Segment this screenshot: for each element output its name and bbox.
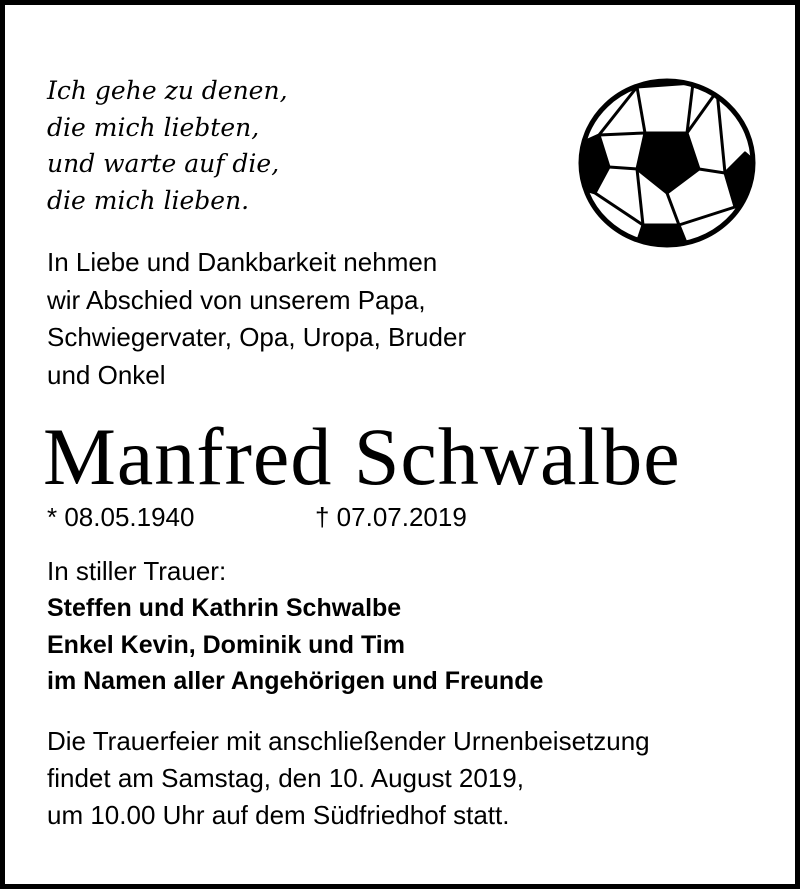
mourning-label: In stiller Trauer: [47, 556, 227, 586]
poem-line: die mich liebten, [47, 112, 260, 142]
intro-line: In Liebe und Dankbarkeit nehmen [47, 247, 438, 277]
service-line: um 10.00 Uhr auf dem Südfriedhof statt. [47, 800, 510, 830]
intro-line: und Onkel [47, 359, 166, 390]
birth-date: * 08.05.1940 [47, 502, 195, 532]
soccer-ball-icon [575, 75, 759, 251]
life-dates [47, 499, 467, 535]
intro-line: Schwiegervater, Opa, Uropa, Bruder [47, 322, 467, 352]
mourner-line: im Namen aller Angehörigen und Freunde [47, 667, 544, 695]
service-info [47, 723, 650, 834]
mourners-list [47, 590, 543, 700]
death-date: † 07.07.2019 [315, 502, 467, 532]
poem-line: die mich lieben. [47, 185, 250, 215]
poem-line: und warte auf die, [47, 149, 280, 178]
deceased-name: Manfred Schwalbe [43, 411, 681, 502]
intro-line: wir Abschied von unserem Papa, [47, 284, 426, 315]
service-line: findet am Samstag, den 10. August 2019, [47, 763, 524, 793]
mourner-line: Steffen und Kathrin Schwalbe [47, 594, 402, 622]
poem-line: Ich gehe zu denen, [47, 76, 288, 105]
service-line: Die Trauerfeier mit anschließender Urnenbeisetzung [47, 726, 650, 756]
intro-text [47, 244, 466, 394]
poem [47, 73, 288, 219]
mourner-line: Enkel Kevin, Dominik und Tim [47, 630, 405, 659]
